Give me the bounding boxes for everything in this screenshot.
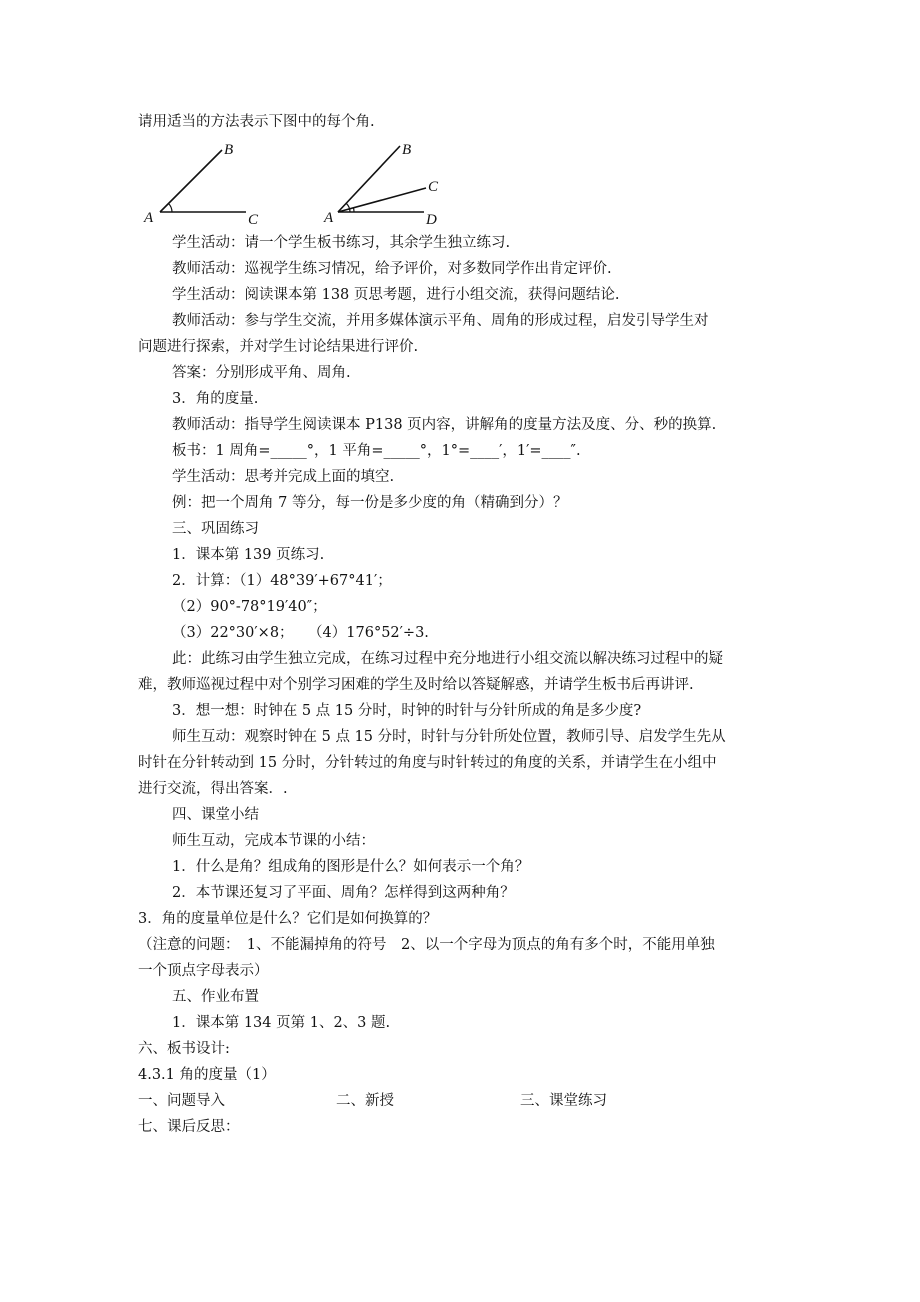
text-line: 一个顶点字母表示） — [138, 963, 269, 979]
section-heading: 3．角的度量. — [172, 391, 259, 407]
label-c-right: C — [428, 179, 439, 195]
label-b-right: B — [402, 142, 412, 158]
text-line: 3．角的度量单位是什么？它们是如何换算的？ — [138, 911, 438, 927]
section-heading: 五、作业布置 — [172, 989, 259, 1005]
text-line: 师生互动：观察时钟在 5 点 15 分时，时针与分针所处位置，教师引导、启发学生先从 — [172, 729, 726, 745]
label-a-right: A — [324, 210, 334, 226]
section-heading: 四、课堂小结 — [172, 807, 259, 823]
board-item: 一、问题导入 — [138, 1093, 225, 1109]
text-line: （注意的问题： 1、不能漏掉角的符号 2、以一个字母为顶点的角有多个时，不能用单独 — [138, 937, 715, 953]
text-line: 难，教师巡视过程中对个别学习困难的学生及时给以答疑解惑，并请学生板书后再讲评. — [138, 677, 694, 693]
text-line: 教师活动：指导学生阅读课本 P138 页内容，讲解角的度量方法及度、分、秒的换算. — [172, 417, 717, 433]
text-line: 1．课本第 139 页练习. — [172, 547, 325, 563]
section-heading: 六、板书设计: — [138, 1041, 230, 1057]
text-line: 2．本节课还复习了平面、周角？怎样得到这两种角？ — [172, 885, 515, 901]
text-line: 4.3.1 角的度量（1） — [138, 1067, 276, 1083]
text-line: 教师活动：巡视学生练习情况，给予评价，对多数同学作出肯定评价. — [172, 261, 612, 277]
text-line: 教师活动：参与学生交流，并用多媒体演示平角、周角的形成过程，启发引导学生对 — [172, 313, 709, 329]
label-d-right: D — [426, 212, 437, 228]
section-heading: 七、课后反思： — [138, 1119, 240, 1135]
text-line: （2）90°-78°19′40″； — [172, 599, 327, 615]
text-line: 时针在分针转动到 15 分时，分针转过的角度与时针转过的角度的关系，并请学生在小组中 — [138, 755, 717, 771]
text-line: 学生活动：请一个学生板书练习，其余学生独立练习. — [172, 235, 511, 251]
text-line: 1．课本第 134 页第 1、2、3 题. — [172, 1015, 391, 1031]
text-line: 2．计算：（1）48°39′+67°41′； — [172, 573, 392, 589]
text-line: （3）22°30′×8； （4）176°52′÷3. — [172, 625, 429, 641]
intro-text: 请用适当的方法表示下图中的每个角. — [138, 114, 375, 130]
text-line: 此：此练习由学生独立完成，在练习过程中充分地进行小组交流以解决练习过程中的疑 — [172, 651, 723, 667]
angle-bad-diagram — [323, 142, 439, 228]
text-line: 问题进行探索，并对学生讨论结果进行评价. — [138, 339, 419, 355]
board-item: 三、课堂练习 — [520, 1093, 607, 1109]
label-c-left: C — [248, 212, 259, 228]
label-a-left: A — [144, 210, 154, 226]
text-line: 学生活动：思考并完成上面的填空. — [172, 469, 395, 485]
angle-bac-diagram — [143, 142, 259, 228]
text-line: 学生活动：阅读课本第 138 页思考题，进行小组交流，获得问题结论. — [172, 287, 620, 303]
text-line: 师生互动，完成本节课的小结： — [172, 833, 375, 849]
text-line: 3．想一想：时钟在 5 点 15 分时，时钟的时针与分针所成的角是多少度? — [172, 703, 642, 719]
angle-figure — [138, 132, 458, 232]
text-line: 例：把一个周角 7 等分，每一份是多少度的角（精确到分）？ — [172, 495, 568, 511]
text-line: 板书：1 周角=_____°，1 平角=_____°，1°=____′，1′=____″. — [172, 443, 581, 459]
text-line: 进行交流，得出答案．. — [138, 781, 288, 797]
text-line: 1．什么是角？组成角的图形是什么？如何表示一个角？ — [172, 859, 530, 875]
label-b-left: B — [224, 142, 234, 158]
board-item: 二、新授 — [336, 1093, 394, 1109]
section-heading: 三、巩固练习 — [172, 521, 259, 537]
text-line: 答案：分别形成平角、周角. — [172, 365, 351, 381]
